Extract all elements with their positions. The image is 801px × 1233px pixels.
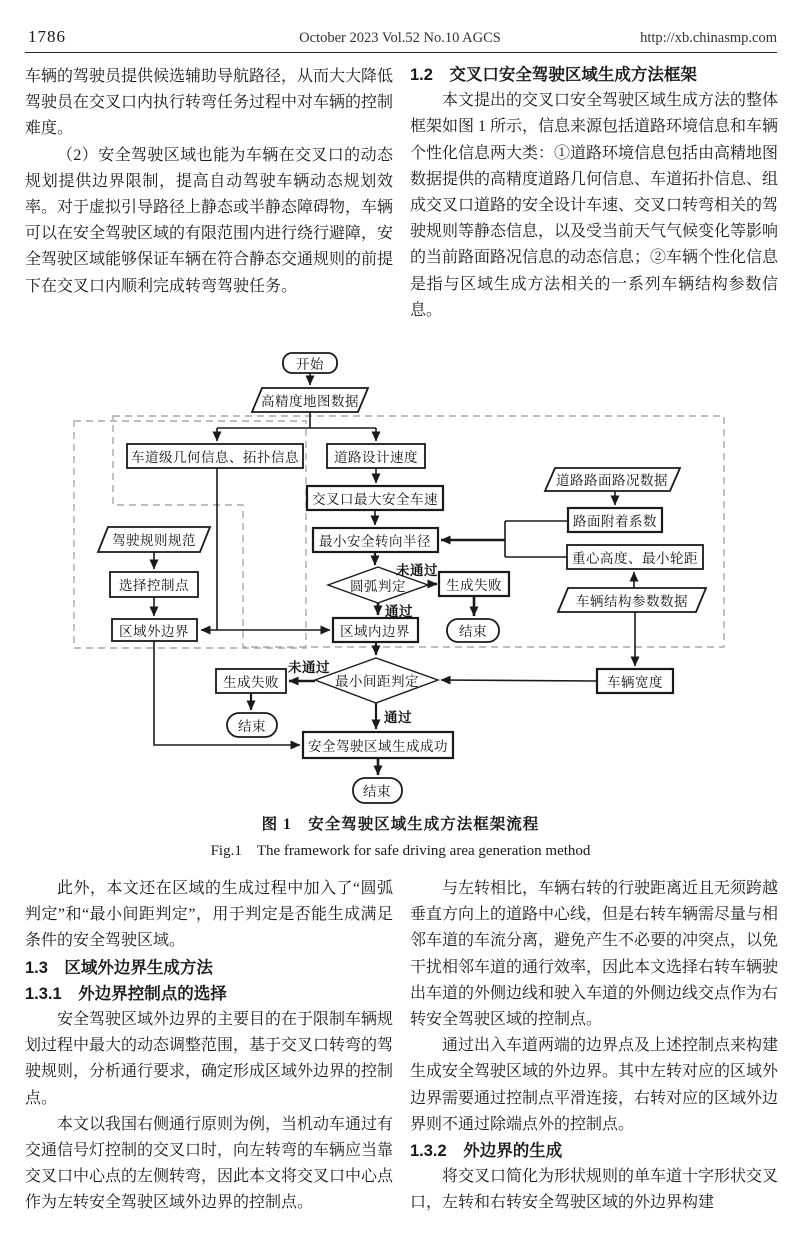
page-number: 1786 [28,27,66,46]
node-max-safe-speed-label: 交叉口最大安全车速 [312,492,438,507]
node-veh-struct-data-label: 车辆结构参数数据 [576,594,688,609]
edge-label-pass-1: 通过 [385,604,413,619]
right-column-bottom [410,876,778,1217]
left-column-bottom [25,876,393,1217]
paragraph: 车辆的驾驶员提供候选辅助导航路径，从而大大降低驾驶员在交叉口内执行转弯任务过程中对车辆的控制难度。 [25,68,394,138]
node-min-gap-check-label: 最小间距判定 [335,674,419,689]
section-heading-1-3-2: 1.3.2 外边界的生成 [410,1142,563,1161]
section-heading-1-3: 1.3 区域外边界生成方法 [25,958,213,977]
node-end-1-label: 结束 [459,624,487,639]
figure-caption-en: Fig.1 The framework for safe driving area generation method [210,843,591,859]
paragraph: 安全驾驶区域外边界的主要目的在于限制车辆规划过程中最大的动态调整范围，基于交叉口转弯的驾驶规则，分析通行要求，确定形成区域外边界的控制点。 [25,1011,394,1107]
node-cg-wheelbase-label: 重心高度、最小轮距 [572,551,698,566]
node-end-3-label: 结束 [363,784,391,799]
node-design-speed-label: 道路设计速度 [334,450,418,465]
node-driving-rules-label: 驾驶规则规范 [112,533,196,548]
node-road-cond-data-label: 道路路面路况数据 [556,473,668,488]
node-veh-width-label: 车辆宽度 [607,675,663,690]
node-min-turn-radius-label: 最小安全转向半径 [319,534,431,549]
node-arc-check-label: 圆弧判定 [350,579,406,594]
journal-issue: October 2023 Vol.52 No.10 AGCS [299,30,501,46]
node-start-label: 开始 [296,357,324,372]
node-friction-coef-label: 路面附着系数 [573,514,657,529]
node-lane-info-label: 车道级几何信息、拓扑信息 [131,450,299,465]
node-gen-fail-2-label: 生成失败 [223,675,279,690]
node-outer-boundary-label: 区域外边界 [119,624,189,639]
paragraph: 与左转相比，车辆右转的行驶距离近且无须跨越垂直方向上的道路中心线，但是右转车辆需尽量与相邻车道的车流分离，避免产生不必要的冲突点，以免干扰相邻车道的通行效率，因此本文选择右转车辆驶出车道的外侧边线和驶入车道的外侧边线交点作为右转安全驾驶区域的控制点。 [410,880,779,1029]
edge-label-pass-2: 通过 [384,710,412,725]
paragraph: 本文以我国右侧通行原则为例，当机动车通过有交通信号灯控制的交叉口时，向左转弯的车辆应当靠交叉口中心点的左侧转弯，因此本文将交叉口中心点作为左转安全驾驶区域外边界的控制点。 [25,1115,394,1212]
node-select-ctrl-pts-label: 选择控制点 [119,578,189,593]
node-end-2-label: 结束 [238,719,266,734]
node-gen-success-label: 安全驾驶区域生成成功 [308,739,448,754]
paragraph: 通过出入车道两端的边界点及上述控制点来构建生成安全驾驶区域的外边界。其中左转对应的区域外边界需要通过控制点平滑连接，右转对应的区域外边界则不通过除端点外的控制点。 [410,1037,779,1133]
node-gen-fail-1-label: 生成失败 [446,578,502,593]
node-map-data-label: 高精度地图数据 [261,394,359,409]
figure-caption-zh: 图 1 安全驾驶区域生成方法框架流程 [261,816,540,833]
journal-url: http://xb.chinasmp.com [640,30,777,46]
paragraph: 将交叉口简化为形状规则的单车道十字形状交叉口，左转和右转安全驾驶区域的外边界构建 [410,1168,779,1212]
section-heading-1-2: 1.2 交叉口安全驾驶区域生成方法框架 [410,66,697,84]
paragraph: 本文提出的交叉口安全驾驶区域生成方法的整体框架如图 1 所示，信息来源包括道路环境信息和车辆个性化信息两大类：①道路环境信息包括由高精地图数据提供的高精度道路几何信息、车道拓扑信息、组成交叉口道路的安全设计车速、交叉口转弯相关的驾驶规则等静态信息，以及受当前天气气候变化等影响的当前路面路况信息的动态信息；②车辆个性化信息是指与区域生成方法相关的一系列车辆结构参数信息。 [410,92,779,319]
edge-label-fail-2: 未通过 [288,660,330,675]
section-heading-1-3-1: 1.3.1 外边界控制点的选择 [25,984,227,1003]
paragraph: （2）安全驾驶区域也能为车辆在交叉口的动态规划提供边界限制，提高自动驾驶车辆动态规划效率。对于虚拟引导路径上静态或半静态障碍物，车辆可以在安全驾驶区域的有限范围内进行绕行避障，安全驾驶区域能够保证车辆在符合静态交通规则的前提下在交叉口内顺利完成转弯驾驶任务。 [25,146,394,295]
node-inner-boundary-label: 区域内边界 [340,624,410,639]
edge-label-fail-1: 未通过 [396,563,438,578]
paragraph: 此外，本文还在区域的生成过程中加入了“圆弧判定”和“最小间距判定”，用于判定是否能生成满足条件的安全驾驶区域。 [25,880,393,950]
